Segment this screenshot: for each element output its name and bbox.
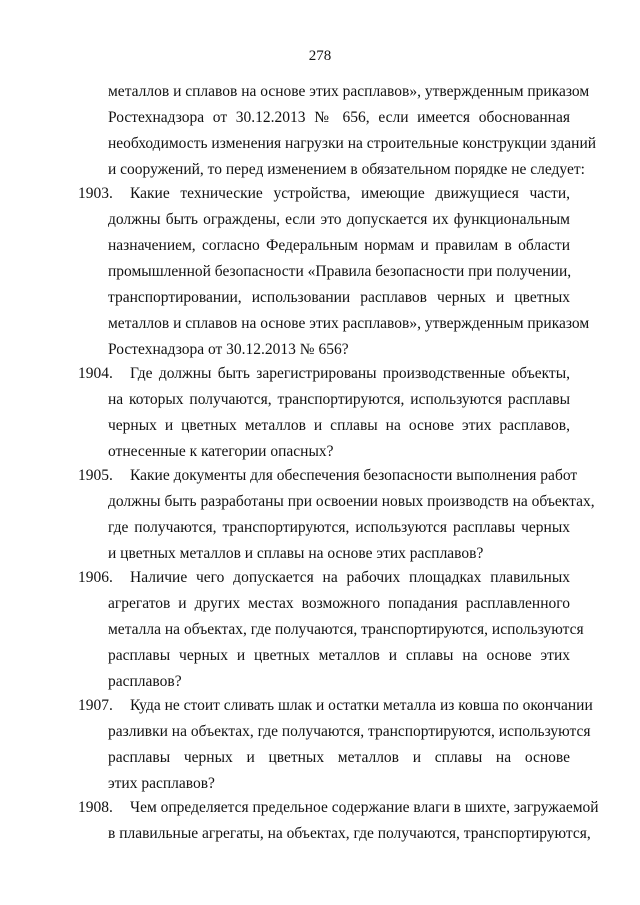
question-line: транспортировании, использовании расплавов черных и цветных: [108, 289, 570, 306]
question-line: отнесенные к категории опасных?: [108, 443, 334, 460]
question-line: расплавов?: [108, 673, 182, 690]
question-line: Какие технические устройства, имеющие движущиеся части,: [130, 185, 570, 202]
question-number: 1906.: [78, 569, 113, 586]
question-number: 1904.: [78, 365, 113, 382]
question-line: агрегатов и других местах возможного попадания расплавленного: [108, 595, 570, 612]
question-line: в плавильные агрегаты, на объектах, где получаются, транспортируются,: [108, 825, 591, 842]
question-line: должны быть разработаны при освоении новых производств на объектах,: [108, 493, 595, 510]
question-line: и цветных металлов и сплавы на основе этих расплавов?: [108, 545, 484, 562]
question-line: металлов и сплавов на основе этих расплавов», утвержденным приказом: [108, 315, 590, 332]
question-line: на которых получаются, транспортируются, используются расплавы: [108, 391, 570, 408]
intro-line: Ростехнадзора от 30.12.2013 № 656, если имеется обоснованная: [108, 109, 570, 126]
intro-line: и сооружений, то перед изменением в обязательном порядке не следует:: [108, 161, 585, 178]
question-line: Где должны быть зарегистрированы производственные объекты,: [130, 365, 570, 382]
question-number: 1908.: [78, 799, 113, 816]
question-line: разливки на объектах, где получаются, транспортируются, используются: [108, 723, 591, 740]
question-line: расплавы черных и цветных металлов и сплавы на основе: [108, 749, 570, 766]
intro-line: необходимость изменения нагрузки на строительные конструкции зданий: [108, 135, 597, 152]
question-number: 1907.: [78, 697, 113, 714]
question-line: металла на объектах, где получаются, транспортируются, используются: [108, 621, 584, 638]
question-line: назначением, согласно Федеральным нормам и правилам в области: [108, 237, 570, 254]
question-number: 1903.: [78, 185, 113, 202]
question-line: должны быть ограждены, если это допускается их функциональным: [108, 211, 570, 228]
question-line: Чем определяется предельное содержание влаги в шихте, загружаемой: [130, 799, 599, 816]
question-line: этих расплавов?: [108, 775, 215, 792]
page-number: 278: [308, 48, 332, 64]
question-line: промышленной безопасности «Правила безопасности при получении,: [108, 263, 572, 280]
question-line: Наличие чего допускается на рабочих площадках плавильных: [130, 569, 570, 586]
question-number: 1905.: [78, 467, 113, 484]
question-line: расплавы черных и цветных металлов и сплавы на основе этих: [108, 647, 570, 664]
question-line: где получаются, транспортируются, используются расплавы черных: [108, 519, 570, 536]
question-line: черных и цветных металлов и сплавы на основе этих расплавов,: [108, 417, 570, 434]
question-line: Ростехнадзора от 30.12.2013 № 656?: [108, 341, 349, 358]
intro-line: металлов и сплавов на основе этих расплавов», утвержденным приказом: [108, 83, 590, 100]
question-line: Куда не стоит сливать шлак и остатки металла из ковша по окончании: [130, 697, 593, 714]
question-line: Какие документы для обеспечения безопасности выполнения работ: [130, 467, 578, 484]
